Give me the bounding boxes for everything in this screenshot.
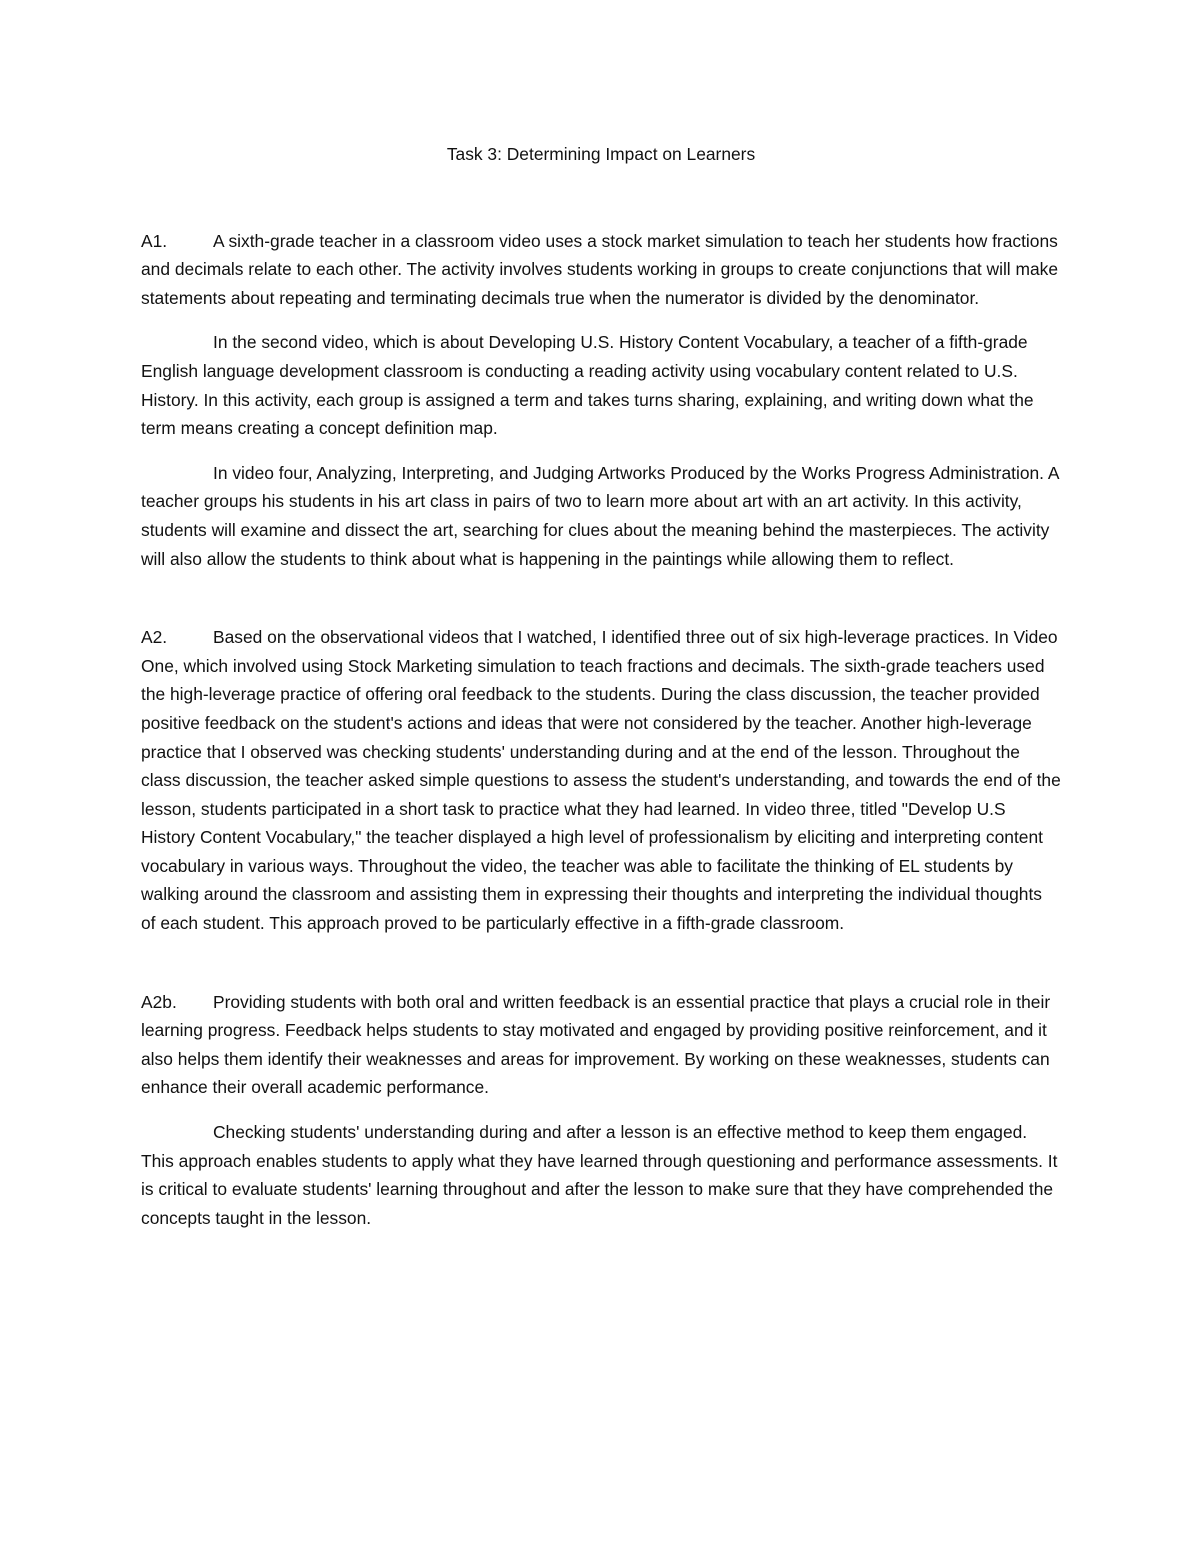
section-a1-label: A1.: [141, 230, 168, 251]
section-a2: [141, 623, 1061, 938]
section-a2b-text-1: Providing students with both oral and written feedback is an essential practice that plays a crucial role in their learning progress. Feedback helps students to stay motivated and engaged by providing positive reinforcement, and it also helps them identify their weaknesses and areas for improvement. By working on these weaknesses, students can enhance their overall academic performance.: [141, 991, 1051, 1098]
document-title: Task 3: Determining Impact on Learners: [446, 144, 756, 164]
section-a1: [141, 227, 1061, 574]
section-a2b-paragraph-2: Checking students' understanding during and after a lesson is an effective method to keep them engaged. This approach enables students to apply what they have learned through questioning and performance assessments. It is critical to evaluate students' learning throughout and after the lesson to make sure that they have comprehended the concepts taught in the lesson.: [141, 1122, 1058, 1228]
section-a2b-paragraph-1: [141, 988, 1061, 1102]
section-a2-text-1: Based on the observational videos that I watched, I identified three out of six high-leverage practices. In Video One, which involved using Stock Marketing simulation to teach fractions and decimals. The sixth-grade teachers used the high-leverage practice of offering oral feedback to the students. During the class discussion, the teacher provided positive feedback on the student's actions and ideas that were not considered by the teacher. Another high-leverage practice that I observed was checking students' understanding during and at the end of the lesson. Throughout the class discussion, the teacher asked simple questions to assess the student's understanding, and towards the end of the lesson, students participated in a short task to practice what they had learned. In video three, titled "Develop U.S History Content Vocabulary," the teacher displayed a high level of professionalism by eliciting and interpreting content vocabulary in various ways. Throughout the video, the teacher was able to facilitate the thinking of EL students by walking around the classroom and assisting them in expressing their thoughts and interpreting the individual thoughts of each student. This approach proved to be particularly effective in a fifth-grade classroom.: [141, 627, 1061, 934]
section-a2b: [141, 988, 1061, 1233]
section-a1-paragraph-3: In video four, Analyzing, Interpreting, and Judging Artworks Produced by the Works Progress Administration. A teacher groups his students in his art class in pairs of two to learn more about art with an art activity. In this activity, students will examine and dissect the art, searching for clues about the meaning behind the masterpieces. The activity will also allow the students to think about what is happening in the paintings while allowing them to reflect.: [141, 462, 1059, 569]
section-a2-label: A2.: [141, 627, 168, 648]
section-a2-paragraph-1: [141, 623, 1061, 938]
section-a1-text-1: A sixth-grade teacher in a classroom video uses a stock market simulation to teach her students how fractions and decimals relate to each other. The activity involves students working in groups to create conjunctions that will make statements about repeating and terminating decimals true when the numerator is divided by the denominator.: [141, 230, 1059, 308]
section-a1-paragraph-2: In the second video, which is about Developing U.S. History Content Vocabulary, a teacher of a fifth-grade English language development classroom is conducting a reading activity using vocabulary content related to U.S. History. In this activity, each group is assigned a term and takes turns sharing, explaining, and writing down what the term means creating a concept definition map.: [141, 332, 1034, 439]
section-a1-paragraph-1: [141, 227, 1061, 313]
section-a2b-label: A2b.: [141, 991, 177, 1012]
document-body: [141, 140, 1061, 1248]
